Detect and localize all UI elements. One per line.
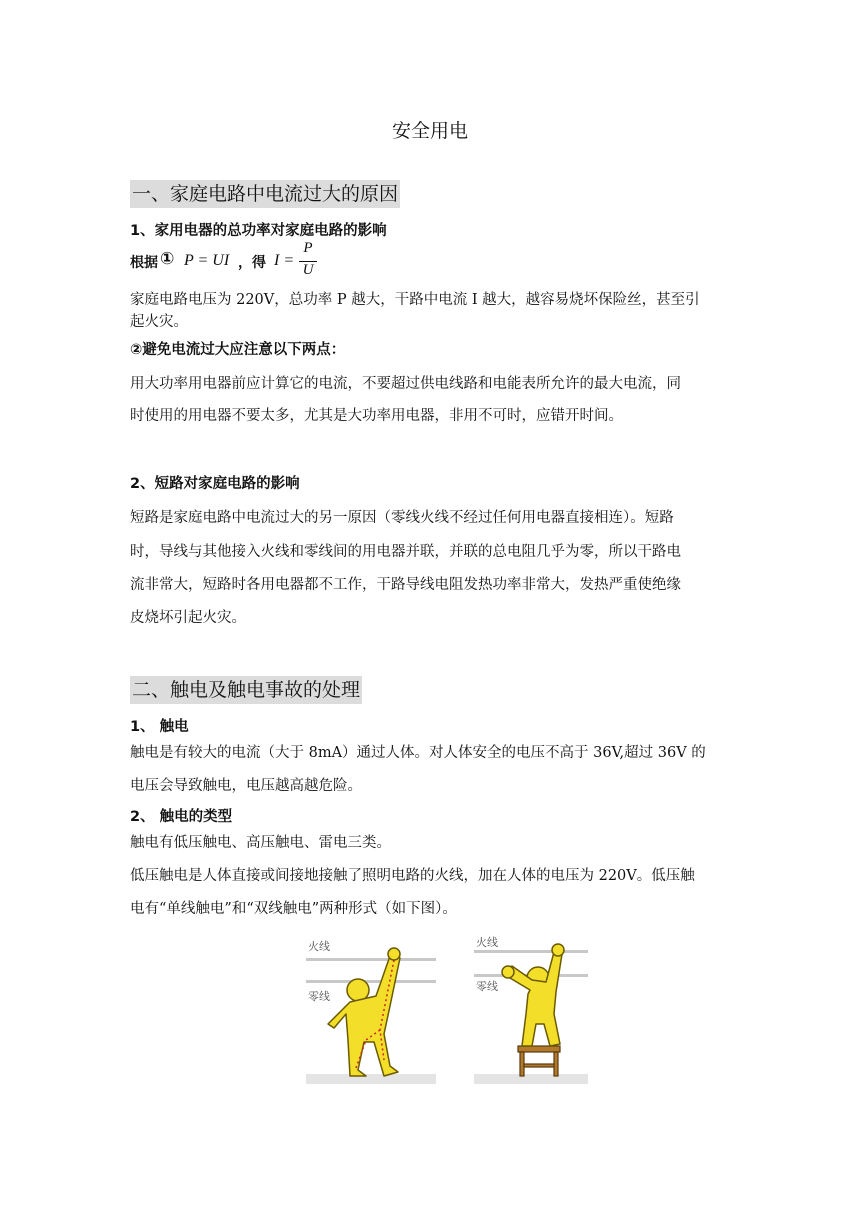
- label-neutral-wire: 零线: [308, 990, 330, 1003]
- figure-double-line-shock: [474, 930, 588, 1084]
- formula-block: [130, 240, 530, 284]
- paragraph-line: 家庭电路电压为 220V，总功率 P 越大，干路中电流 I 越大，越容易烧坏保险丝，甚至引: [130, 292, 700, 308]
- paragraph-line: 时使用的用电器不要太多，尤其是大功率用电器，非用不可时，应错开时间。: [130, 408, 623, 424]
- section-heading-2: 二、触电及触电事故的处理: [130, 676, 362, 704]
- fraction: [298, 240, 318, 284]
- formula-i: I =: [274, 252, 295, 269]
- paragraph-line: 时，导线与其他接入火线和零线间的用电器并联，并联的总电阻几乎为零，所以干路电: [130, 544, 681, 560]
- formula-p-ui: P = UI: [184, 252, 230, 269]
- subheading-electric-shock: 1、 触电: [130, 719, 189, 735]
- formula-mid: ，得: [238, 255, 266, 271]
- fraction-numerator: P: [303, 240, 313, 256]
- subheading-shock-types: 2、 触电的类型: [130, 809, 233, 825]
- double-line-shock-illustration: [474, 930, 588, 1084]
- circle-number-1: ①: [160, 249, 175, 269]
- paragraph-line: 触电是有较大的电流（大于 8mA）通过人体。对人体安全的电压不高于 36V,超过 36V 的: [130, 745, 706, 761]
- figure-single-line-shock: [306, 930, 436, 1084]
- page-title: 安全用电: [391, 120, 468, 142]
- section-heading-1: 一、家庭电路中电流过大的原因: [130, 180, 400, 208]
- paragraph-line: 短路是家庭电路中电流过大的另一原因（零线火线不经过任何用电器直接相连）。短路: [130, 510, 674, 526]
- paragraph-line: 低压触电是人体直接或间接地接触了照明电路的火线，加在人体的电压为 220V。低压触: [130, 868, 695, 884]
- paragraph-line: 皮烧坏引起火灾。: [130, 610, 246, 626]
- subheading-avoid-overcurrent: ②避免电流过大应注意以下两点：: [130, 342, 346, 358]
- label-live-wire: 火线: [308, 940, 330, 953]
- paragraph-line: 起火灾。: [130, 314, 188, 330]
- paragraph-line: 流非常大，短路时各用电器都不工作，干路导线电阻发热功率非常大，发热严重使绝缘: [130, 577, 681, 593]
- label-live-wire: 火线: [476, 936, 498, 949]
- paragraph-line: 触电有低压触电、高压触电、雷电三类。: [130, 835, 391, 851]
- formula-prefix: 根据: [130, 255, 158, 271]
- label-neutral-wire: 零线: [476, 980, 498, 993]
- subheading-total-power: 1、家用电器的总功率对家庭电路的影响: [130, 223, 387, 239]
- paragraph-line: 用大功率用电器前应计算它的电流，不要超过供电线路和电能表所允许的最大电流，同: [130, 376, 681, 392]
- subheading-short-circuit: 2、短路对家庭电路的影响: [130, 476, 300, 492]
- paragraph-line: 电压会导致触电，电压越高越危险。: [130, 778, 362, 794]
- paragraph-line: 电有“单线触电”和“双线触电”两种形式（如下图）。: [130, 901, 457, 917]
- fraction-denominator: U: [302, 262, 314, 278]
